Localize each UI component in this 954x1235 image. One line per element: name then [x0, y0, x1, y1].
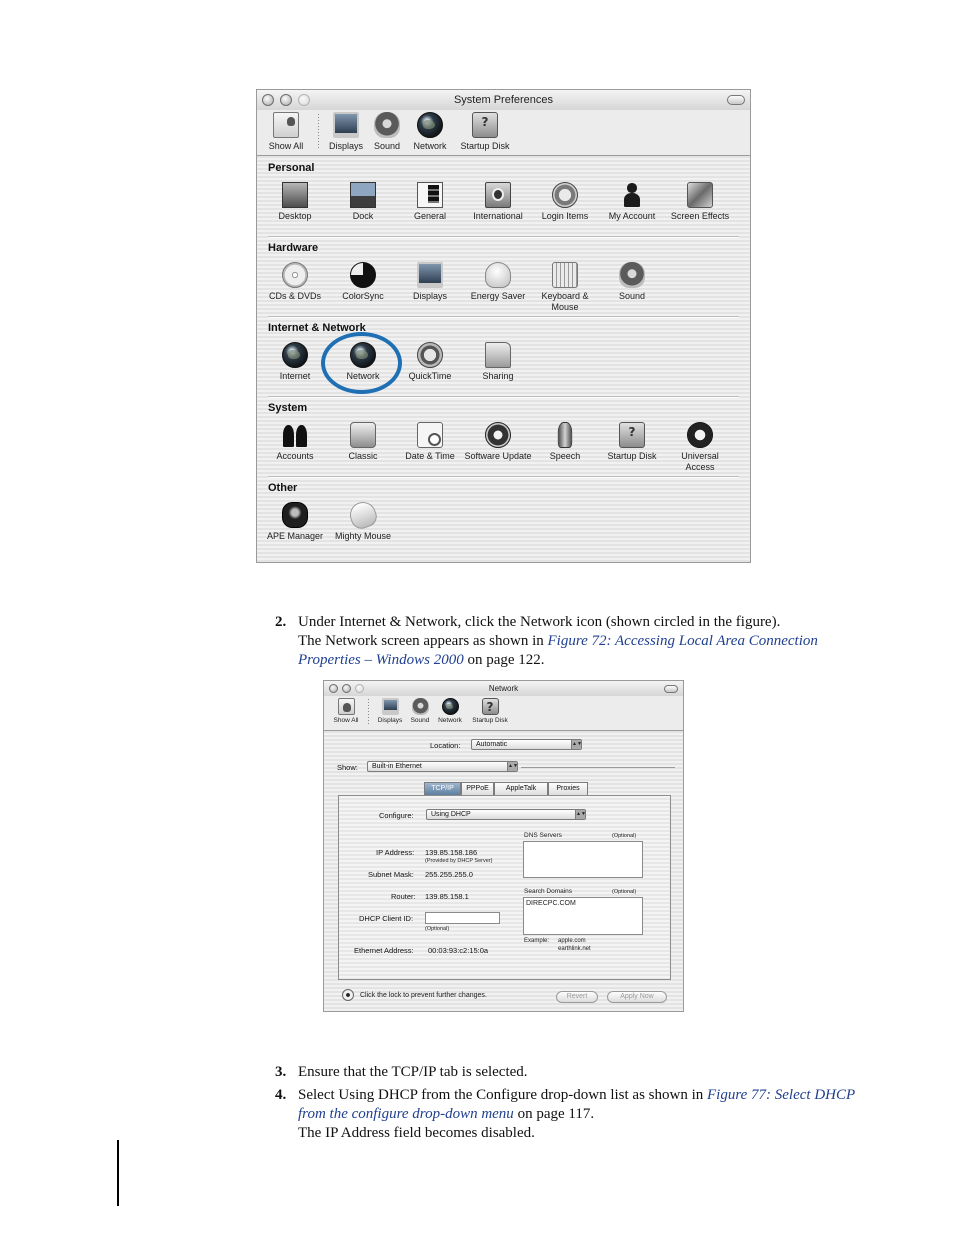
tab-label: AppleTalk	[505, 785, 537, 792]
tcpip-panel	[338, 795, 671, 980]
keyboard-mouse-icon	[552, 262, 578, 288]
sharing-icon	[485, 342, 511, 368]
step-number: 4.	[275, 1087, 287, 1103]
toolbar-label: Network	[413, 141, 447, 151]
section-title-personal: Personal	[268, 162, 315, 174]
step-number: 2.	[275, 614, 287, 630]
pane-internet[interactable]	[261, 342, 329, 382]
step-number: 3.	[275, 1064, 287, 1080]
pane-label: Software Update	[464, 451, 532, 461]
toolbar-label: Show All	[333, 717, 359, 724]
pane-desktop[interactable]	[261, 182, 329, 222]
search-optional-note: (Optional)	[612, 889, 637, 895]
zoom-button[interactable]	[355, 684, 364, 693]
step-body	[298, 613, 818, 670]
toolbar-toggle-button[interactable]	[664, 685, 678, 693]
internet-icon	[282, 342, 308, 368]
pane-label: Login Items	[541, 211, 589, 221]
step-line	[298, 1105, 855, 1124]
pane-classic[interactable]	[329, 422, 397, 462]
pane-sharing[interactable]	[464, 342, 532, 382]
dns-servers-label: DNS Servers	[524, 832, 562, 839]
dns-optional-note: (Optional)	[612, 833, 637, 839]
pane-date-time[interactable]	[396, 422, 464, 462]
figure-link[interactable]: Figure 77: Select DHCP	[707, 1087, 856, 1103]
ape-manager-icon	[282, 502, 308, 528]
ethernet-address-label: Ethernet Address:	[354, 946, 414, 955]
step-text: Select Using DHCP from the Configure drop-down list as shown in	[298, 1087, 707, 1103]
tab-proxies[interactable]	[548, 782, 588, 795]
pane-energy-saver[interactable]	[464, 262, 532, 302]
mighty-mouse-icon	[346, 498, 379, 531]
energy-saver-icon	[485, 262, 511, 288]
section-title-hardware: Hardware	[268, 242, 319, 254]
pane-label: Date & Time	[405, 451, 455, 461]
toolbar-label: Startup Disk	[460, 141, 510, 151]
window-title: Network	[488, 684, 519, 693]
section-title-internet-network: Internet & Network	[268, 322, 366, 334]
network-icon	[417, 112, 443, 138]
location-value: Automatic	[476, 741, 508, 748]
pane-startup-disk[interactable]	[598, 422, 666, 462]
toolbar-label: Sound	[373, 141, 401, 151]
change-bar	[117, 1140, 119, 1206]
minimize-button[interactable]	[342, 684, 351, 693]
search-domains-field[interactable]	[523, 897, 643, 935]
location-select[interactable]	[471, 739, 582, 750]
configure-label: Configure:	[379, 811, 414, 820]
sound-icon	[619, 262, 645, 288]
pane-quicktime[interactable]	[396, 342, 464, 382]
screen-effects-icon	[687, 182, 713, 208]
step-text: on page 122.	[463, 652, 545, 668]
dns-servers-field[interactable]	[523, 841, 643, 878]
sound-icon	[374, 112, 400, 138]
speech-icon	[558, 422, 572, 448]
pane-label: Universal Access	[681, 451, 719, 472]
dhcp-client-id-label: DHCP Client ID:	[359, 914, 414, 923]
apply-now-button[interactable]	[607, 991, 667, 1003]
toolbar-network[interactable]	[402, 112, 458, 151]
pane-universal-access[interactable]	[666, 422, 734, 473]
toolbar-label: Displays	[377, 717, 403, 724]
pane-label: Speech	[549, 451, 581, 461]
pane-label: Keyboard & Mouse	[541, 291, 589, 312]
show-value: Built-in Ethernet	[372, 763, 422, 770]
pane-label: Classic	[348, 451, 378, 461]
search-domains-label: Search Domains	[524, 888, 573, 895]
pane-colorsync[interactable]	[329, 262, 397, 302]
pane-label: Accounts	[276, 451, 314, 461]
example-label: Example:	[524, 938, 550, 944]
toolbar-network[interactable]	[430, 698, 470, 724]
pane-label: Mighty Mouse	[334, 531, 392, 541]
pane-label: Dock	[352, 211, 374, 221]
updown-arrows-icon: ▲▼	[576, 811, 586, 817]
zoom-button[interactable]	[298, 94, 310, 106]
ip-provided-note: (Provided by DHCP Server)	[425, 858, 493, 864]
pane-keyboard-mouse[interactable]	[531, 262, 599, 313]
minimize-button[interactable]	[280, 94, 292, 106]
general-icon	[417, 182, 443, 208]
step-text: The Network screen appears as shown in	[298, 633, 548, 649]
pane-label: Desktop	[278, 211, 312, 221]
pane-label: International	[473, 211, 523, 221]
pane-sound[interactable]	[598, 262, 666, 302]
pane-mighty-mouse[interactable]	[329, 502, 397, 542]
pane-login-items[interactable]	[531, 182, 599, 222]
example-value-2: earthlink.net	[558, 946, 591, 952]
pane-label: Startup Disk	[607, 451, 657, 461]
configure-value: Using DHCP	[431, 811, 471, 818]
sysprefs-titlebar	[257, 90, 750, 111]
dhcp-client-id-field[interactable]	[425, 912, 500, 924]
network-window	[323, 680, 684, 1012]
pane-label: Sound	[618, 291, 646, 301]
button-label: Revert	[566, 993, 588, 1000]
step-line: Ensure that the TCP/IP tab is selected.	[298, 1064, 528, 1080]
toolbar-separator	[368, 699, 369, 726]
show-select[interactable]	[367, 761, 518, 772]
pane-screen-effects[interactable]	[666, 182, 734, 222]
network-titlebar	[324, 681, 683, 697]
pane-label: Energy Saver	[470, 291, 526, 301]
toolbar-startup-disk[interactable]	[457, 112, 513, 151]
sysprefs-toolbar	[257, 110, 750, 156]
pane-label: Network	[346, 371, 380, 381]
cds-dvds-icon	[282, 262, 308, 288]
pane-label: Sharing	[482, 371, 514, 381]
configure-select[interactable]	[426, 809, 586, 820]
pane-international[interactable]	[464, 182, 532, 222]
universal-access-icon	[687, 422, 713, 448]
show-label: Show:	[337, 763, 358, 772]
revert-button[interactable]	[556, 991, 598, 1003]
show-divider	[521, 767, 675, 768]
tab-label: PPPoE	[466, 785, 489, 792]
section-divider	[268, 236, 739, 238]
pane-dock[interactable]	[329, 182, 397, 222]
show-all-icon	[338, 698, 355, 715]
location-label: Location:	[430, 741, 461, 750]
toolbar-startup-disk[interactable]	[470, 698, 510, 724]
toolbar-show-all[interactable]	[326, 698, 366, 724]
ip-address-label: IP Address:	[376, 848, 415, 857]
pane-label: Internet	[279, 371, 311, 381]
network-icon	[442, 698, 459, 715]
pane-accounts[interactable]	[261, 422, 329, 462]
pane-label: CDs & DVDs	[268, 291, 321, 301]
displays-icon	[382, 698, 399, 715]
toolbar-label: Network	[438, 717, 462, 724]
tab-appletalk[interactable]	[494, 782, 548, 795]
toolbar-label: Displays	[328, 141, 363, 151]
network-toolbar	[324, 696, 683, 731]
system-preferences-window	[256, 89, 751, 563]
router-value: 139.85.158.1	[425, 892, 469, 901]
pane-label: My Account	[608, 211, 656, 221]
step-text: on page 117.	[513, 1106, 595, 1122]
section-divider	[268, 476, 739, 478]
desktop-icon	[282, 182, 308, 208]
startup-disk-icon	[619, 422, 645, 448]
startup-disk-icon	[482, 698, 499, 715]
toolbar-label: Show All	[268, 141, 304, 151]
toolbar-label: Startup Disk	[472, 717, 508, 724]
step-line	[298, 632, 818, 651]
client-optional-note: (Optional)	[425, 926, 450, 932]
updown-arrows-icon: ▲▼	[508, 763, 518, 769]
pane-label: Displays	[412, 291, 447, 301]
pane-label: APE Manager	[266, 531, 324, 541]
dock-icon	[350, 182, 376, 208]
pane-displays[interactable]	[396, 262, 464, 302]
ethernet-address-value: 00:03:93:c2:15:0a	[428, 946, 489, 955]
pane-my-account[interactable]	[598, 182, 666, 222]
section-divider	[268, 396, 739, 398]
router-label: Router:	[391, 892, 416, 901]
toolbar-label: Sound	[410, 717, 430, 724]
international-icon	[485, 182, 511, 208]
section-title-other: Other	[268, 482, 298, 494]
software-update-icon	[485, 422, 511, 448]
pane-speech[interactable]	[531, 422, 599, 462]
classic-icon	[350, 422, 376, 448]
displays-icon	[417, 262, 443, 288]
date-time-icon	[417, 422, 443, 448]
step-body	[298, 1086, 855, 1143]
step-line	[298, 1086, 855, 1105]
toolbar-toggle-button[interactable]	[727, 95, 745, 105]
subnet-mask-value: 255.255.255.0	[425, 870, 473, 879]
figure-link[interactable]: Figure 72: Accessing Local Area Connection	[547, 633, 818, 649]
tab-pppoe[interactable]	[461, 782, 494, 795]
login-items-icon	[552, 182, 578, 208]
startup-disk-icon	[472, 112, 498, 138]
updown-arrows-icon: ▲▼	[572, 741, 582, 747]
lock-icon[interactable]	[342, 989, 354, 1001]
lock-text: Click the lock to prevent further changes.	[360, 992, 487, 999]
window-title: System Preferences	[453, 94, 554, 106]
example-value-1: apple.com	[558, 938, 586, 944]
close-button[interactable]	[329, 684, 338, 693]
pane-ape-manager[interactable]	[261, 502, 329, 542]
close-button[interactable]	[262, 94, 274, 106]
section-title-system: System	[268, 402, 308, 414]
pane-general[interactable]	[396, 182, 464, 222]
section-divider	[268, 316, 739, 318]
colorsync-icon	[350, 262, 376, 288]
search-domains-value: DIRECPC.COM	[526, 900, 576, 907]
displays-icon	[333, 112, 359, 138]
pane-label: General	[413, 211, 447, 221]
tab-tcpip[interactable]	[424, 782, 461, 795]
button-label: Apply Now	[620, 993, 654, 1000]
pane-label: Screen Effects	[670, 211, 730, 221]
step-line	[298, 651, 818, 670]
toolbar-show-all[interactable]	[258, 112, 314, 151]
step-line: The IP Address field becomes disabled.	[298, 1125, 535, 1141]
pane-software-update[interactable]	[464, 422, 532, 462]
sound-icon	[412, 698, 429, 715]
network-highlight-circle	[321, 332, 402, 394]
pane-label: ColorSync	[342, 291, 384, 301]
show-all-icon	[273, 112, 299, 138]
pane-label: QuickTime	[408, 371, 452, 381]
accounts-icon	[282, 422, 308, 448]
step-line: Under Internet & Network, click the Network icon (shown circled in the figure).	[298, 614, 781, 630]
tab-label: TCP/IP	[431, 785, 454, 792]
tab-label: Proxies	[556, 785, 580, 792]
pane-cds-dvds[interactable]	[261, 262, 329, 302]
my-account-icon	[619, 182, 645, 208]
subnet-mask-label: Subnet Mask:	[368, 870, 414, 879]
quicktime-icon	[417, 342, 443, 368]
ip-address-value: 139.85.158.186	[425, 848, 478, 857]
step-body	[298, 1063, 528, 1082]
figure-link[interactable]: from the configure drop-down menu	[298, 1106, 514, 1122]
figure-link[interactable]: Properties – Windows 2000	[298, 652, 464, 668]
